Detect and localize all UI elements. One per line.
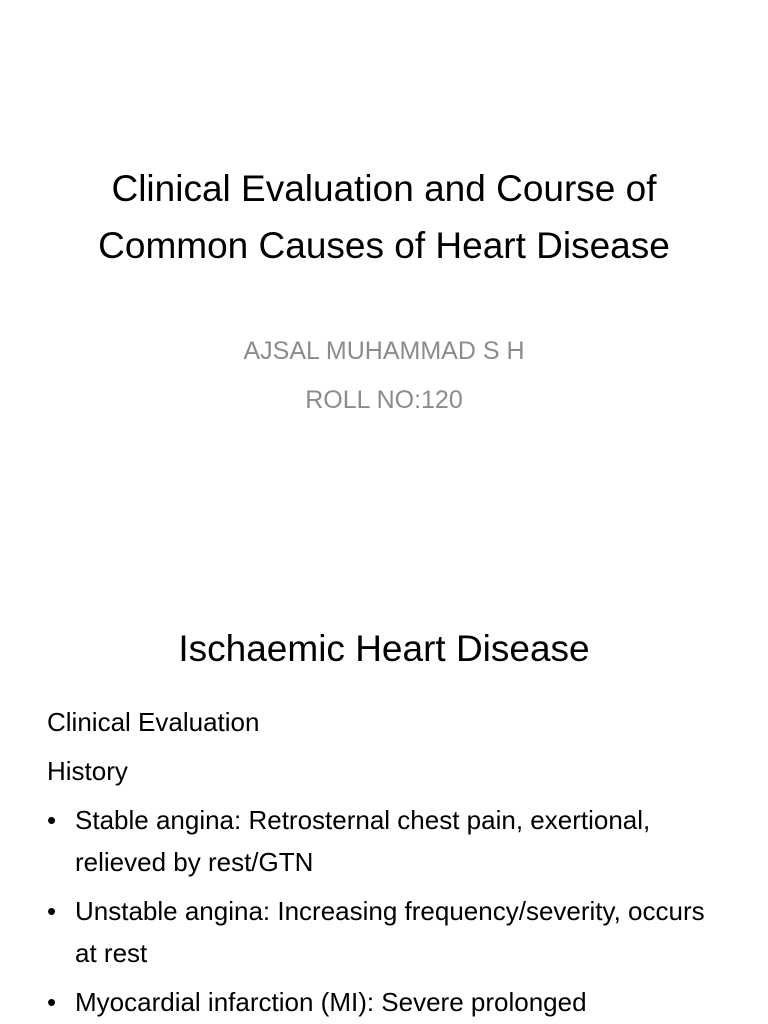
- presentation-title: Clinical Evaluation and Course of Common Causes of Heart Disease: [98, 168, 670, 266]
- bullet-text: Myocardial infarction (MI): Severe prolonged: [75, 987, 587, 1017]
- bullet-icon: •: [47, 987, 57, 1017]
- roll-number: ROLL NO:120: [305, 386, 463, 414]
- bullet-icon: •: [47, 896, 57, 926]
- section-heading: Clinical Evaluation: [47, 707, 260, 737]
- slide-body: [47, 701, 727, 1024]
- bullet-icon: •: [47, 805, 57, 835]
- subsection-heading: History: [47, 756, 128, 786]
- bullet-list: [47, 799, 727, 1023]
- bullet-item: [47, 799, 727, 883]
- bullet-text: Stable angina: Retrosternal chest pain, exertional, relieved by rest/GTN: [75, 805, 651, 877]
- author-name: AJSAL MUHAMMAD S H: [243, 337, 525, 365]
- slide-title: Ischaemic Heart Disease: [178, 628, 590, 669]
- bullet-item: [47, 981, 727, 1023]
- content-slide: [0, 576, 768, 1024]
- bullet-text: Unstable angina: Increasing frequency/severity, occurs at rest: [75, 896, 705, 968]
- bullet-item: [47, 890, 727, 974]
